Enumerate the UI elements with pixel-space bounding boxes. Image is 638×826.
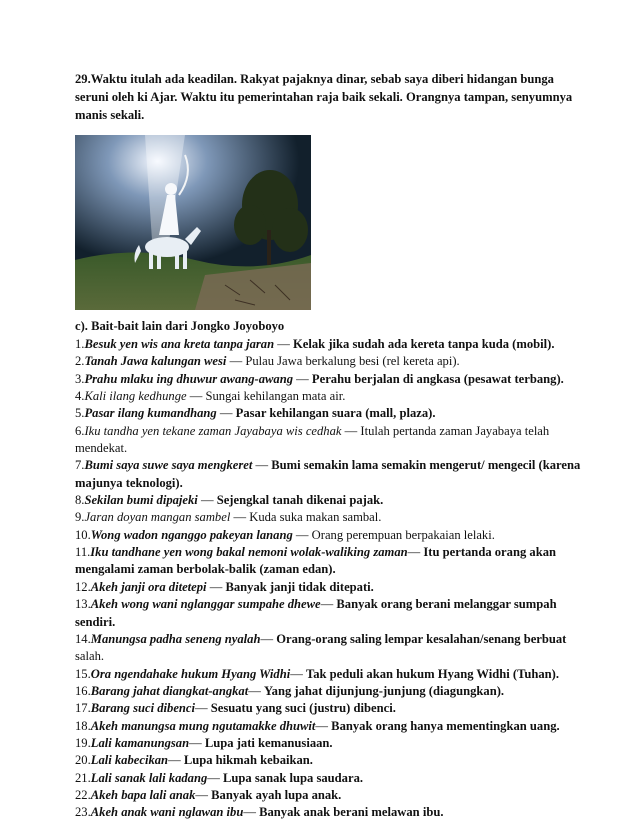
verse-item (75, 596, 595, 631)
verse-javanese: Manungsa padha seneng nyalah (90, 631, 261, 646)
verse-separator: — (189, 735, 205, 750)
verse-meaning: Sejengkal tanah dikenai pajak. (216, 493, 384, 508)
verse-item (75, 735, 595, 752)
verse-meaning: Kuda suka makan sambal. (249, 510, 382, 525)
verse-number: 23. (75, 805, 91, 820)
verse-meaning: Orang-orang saling lempar kesalahan/senang berbuat (276, 631, 567, 646)
verse-item (75, 631, 595, 666)
verse-meaning: Itulah pertanda zaman Jayabaya telah mendekat. (75, 423, 550, 456)
verse-number: 3. (75, 371, 85, 386)
verse-number: 10. (75, 527, 91, 542)
verse-separator: — (216, 406, 236, 421)
verse-javanese: Wong wadon nganggo pakeyan lanang (90, 527, 293, 542)
verse-separator: — (206, 579, 226, 594)
verse-meaning: Itu pertanda orang akan mengalami zaman berbolak-balik (zaman edan). (75, 545, 557, 577)
verse-number: 4. (75, 389, 85, 404)
verse-separator: — (290, 666, 306, 681)
verse-number: 2. (75, 354, 85, 369)
verse-item (75, 804, 595, 821)
verse-item (75, 787, 595, 804)
verse-item (75, 770, 595, 787)
verse-number: 7. (75, 458, 85, 473)
verse-javanese: Lali kamanungsan (90, 735, 190, 750)
verse-item (75, 457, 595, 492)
verse-item (75, 336, 595, 353)
verse-separator: — (226, 354, 246, 369)
verse-meaning: Lupa sanak lupa saudara. (223, 770, 364, 785)
verse-javanese: Akeh anak wani nglawan ibu (90, 805, 244, 820)
verse-item (75, 752, 595, 769)
verse-javanese: Bumi saya suwe saya mengkeret (84, 458, 253, 473)
verse-number: 21. (75, 770, 91, 785)
verse-separator: — (320, 597, 337, 612)
verse-number: 5. (75, 406, 85, 421)
verse-javanese: Lali kabecikan (90, 753, 169, 768)
verse-item (75, 683, 595, 700)
verse-item (75, 666, 595, 683)
verse-separator: — (252, 458, 272, 473)
white-rider-on-horse-painting (75, 135, 311, 310)
verse-number: 6. (75, 423, 85, 438)
verse-number: 11. (75, 545, 91, 560)
verse-number: 18. (75, 718, 91, 733)
verse-number: 16. (75, 683, 91, 698)
verse-javanese: Kali ilang kedhunge (84, 389, 187, 404)
verse-javanese: Ora ngendahake hukum Hyang Widhi (90, 666, 291, 681)
verse-separator: — (195, 787, 212, 802)
verse-item (75, 544, 595, 579)
verse-meaning: Banyak orang berani melanggar sumpah sendiri. (75, 597, 557, 629)
verse-number: 20. (75, 753, 91, 768)
verse-list (75, 336, 595, 822)
verse-number: 9. (75, 510, 85, 525)
verse-number: 1. (75, 337, 85, 351)
verse-number: 17. (75, 701, 91, 716)
verse-javanese: Akeh bapa lali anak (90, 787, 196, 802)
verse-separator: — (341, 423, 361, 438)
verse-meaning: Pasar kehilangan suara (mall, plaza). (235, 406, 436, 421)
verse-meaning: Pulau Jawa berkalung besi (rel kereta api). (245, 354, 460, 369)
verse-item (75, 388, 595, 405)
verse-javanese: Prahu mlaku ing dhuwur awang-awang (84, 371, 294, 386)
intro-paragraph: 29.Waktu itulah ada keadilan. Rakyat pajaknya dinar, sebab saya diberi hidangan bunga seruni oleh ki Ajar. Waktu itu pemerintahan raja baik sekali. Orangnya tampan, senyumnya manis sekali. (75, 72, 573, 122)
verse-separator: — (248, 683, 264, 698)
verse-javanese: Tanah Jawa kalungan wesi (84, 354, 227, 369)
verse-meaning: Sungai kehilangan mata air. (205, 389, 346, 404)
section-heading: c). Bait-bait lain dari Jongko Joyoboyo (75, 319, 285, 333)
verse-javanese: Besuk yen wis ana kreta tanpa jaran (84, 337, 275, 351)
verse-separator: — (197, 493, 217, 508)
verse-separator: — (243, 805, 260, 820)
verse-javanese: Lali sanak lali kadang (90, 770, 208, 785)
verse-meaning: Lupa jati kemanusiaan. (204, 735, 333, 750)
verse-item (75, 579, 595, 596)
verse-separator: — (260, 631, 277, 646)
verse-javanese: Akeh janji ora ditetepi (90, 579, 207, 594)
verse-item (75, 492, 595, 509)
verse-separator: — (407, 545, 424, 560)
verse-meaning: Sesuatu yang suci (justru) dibenci. (210, 701, 396, 716)
verse-meaning: Banyak anak berani melawan ibu. (259, 805, 444, 820)
verse-item (75, 700, 595, 717)
verse-number: 8. (75, 493, 85, 508)
verse-separator: — (274, 337, 293, 351)
verse-meaning: Yang jahat dijunjung-junjung (diagungkan). (263, 683, 505, 698)
verse-separator: — (186, 389, 206, 404)
verse-separator: — (293, 371, 312, 386)
verse-javanese: Pasar ilang kumandhang (84, 406, 217, 421)
verse-meaning: Tak peduli akan hukum Hyang Widhi (Tuhan). (305, 666, 560, 681)
verse-separator: — (292, 527, 312, 542)
verse-meaning: Banyak orang hanya mementingkan uang. (331, 718, 560, 733)
verse-separator: — (207, 770, 224, 785)
verse-javanese: Jaran doyan mangan sambel (84, 510, 231, 525)
verse-item (75, 423, 595, 458)
verse-meaning: Bumi semakin lama semakin mengerut/ mengecil (karena majunya teknologi). (75, 458, 581, 490)
verse-number: 14. (75, 631, 91, 646)
verse-number: 13. (75, 597, 91, 612)
verse-meaning: Orang perempuan berpakaian lelaki. (311, 527, 495, 542)
verse-meaning: Banyak ayah lupa anak. (211, 787, 342, 802)
verse-meaning: Kelak jika sudah ada kereta tanpa kuda (mobil). (292, 337, 555, 351)
verse-javanese: Barang jahat diangkat-angkat (90, 683, 249, 698)
verse-javanese: Iku tandhane yen wong bakal nemoni wolak-waliking zaman (90, 545, 408, 560)
verse-separator: — (195, 701, 211, 716)
verse-javanese: Akeh manungsa mung ngutamakke dhuwit (90, 718, 316, 733)
verse-item (75, 353, 595, 370)
verse-separator: — (315, 718, 332, 733)
verse-separator: — (230, 510, 250, 525)
verse-javanese: Barang suci dibenci (90, 701, 196, 716)
verse-item (75, 527, 595, 544)
verse-item (75, 509, 595, 526)
verse-separator: — (168, 753, 184, 768)
verse-meaning: Lupa hikmah kebaikan. (183, 753, 313, 768)
verse-number: 22. (75, 787, 91, 802)
verse-javanese: Sekilan bumi dipajeki (84, 493, 198, 508)
verse-item (75, 718, 595, 735)
verse-number: 15. (75, 666, 91, 681)
verse-item (75, 405, 595, 422)
verse-number: 12. (75, 579, 91, 594)
verse-javanese: Iku tandha yen tekane zaman Jayabaya wis cedhak (84, 423, 342, 438)
verse-number: 19. (75, 735, 91, 750)
verse-javanese: Akeh wong wani nglanggar sumpahe dhewe (90, 597, 321, 612)
verse-item (75, 371, 595, 388)
verse-meaning: Perahu berjalan di angkasa (pesawat terbang). (311, 371, 564, 386)
verse-meaning: Banyak janji tidak ditepati. (225, 579, 374, 594)
verse-meaning-tail: salah. (75, 649, 105, 664)
